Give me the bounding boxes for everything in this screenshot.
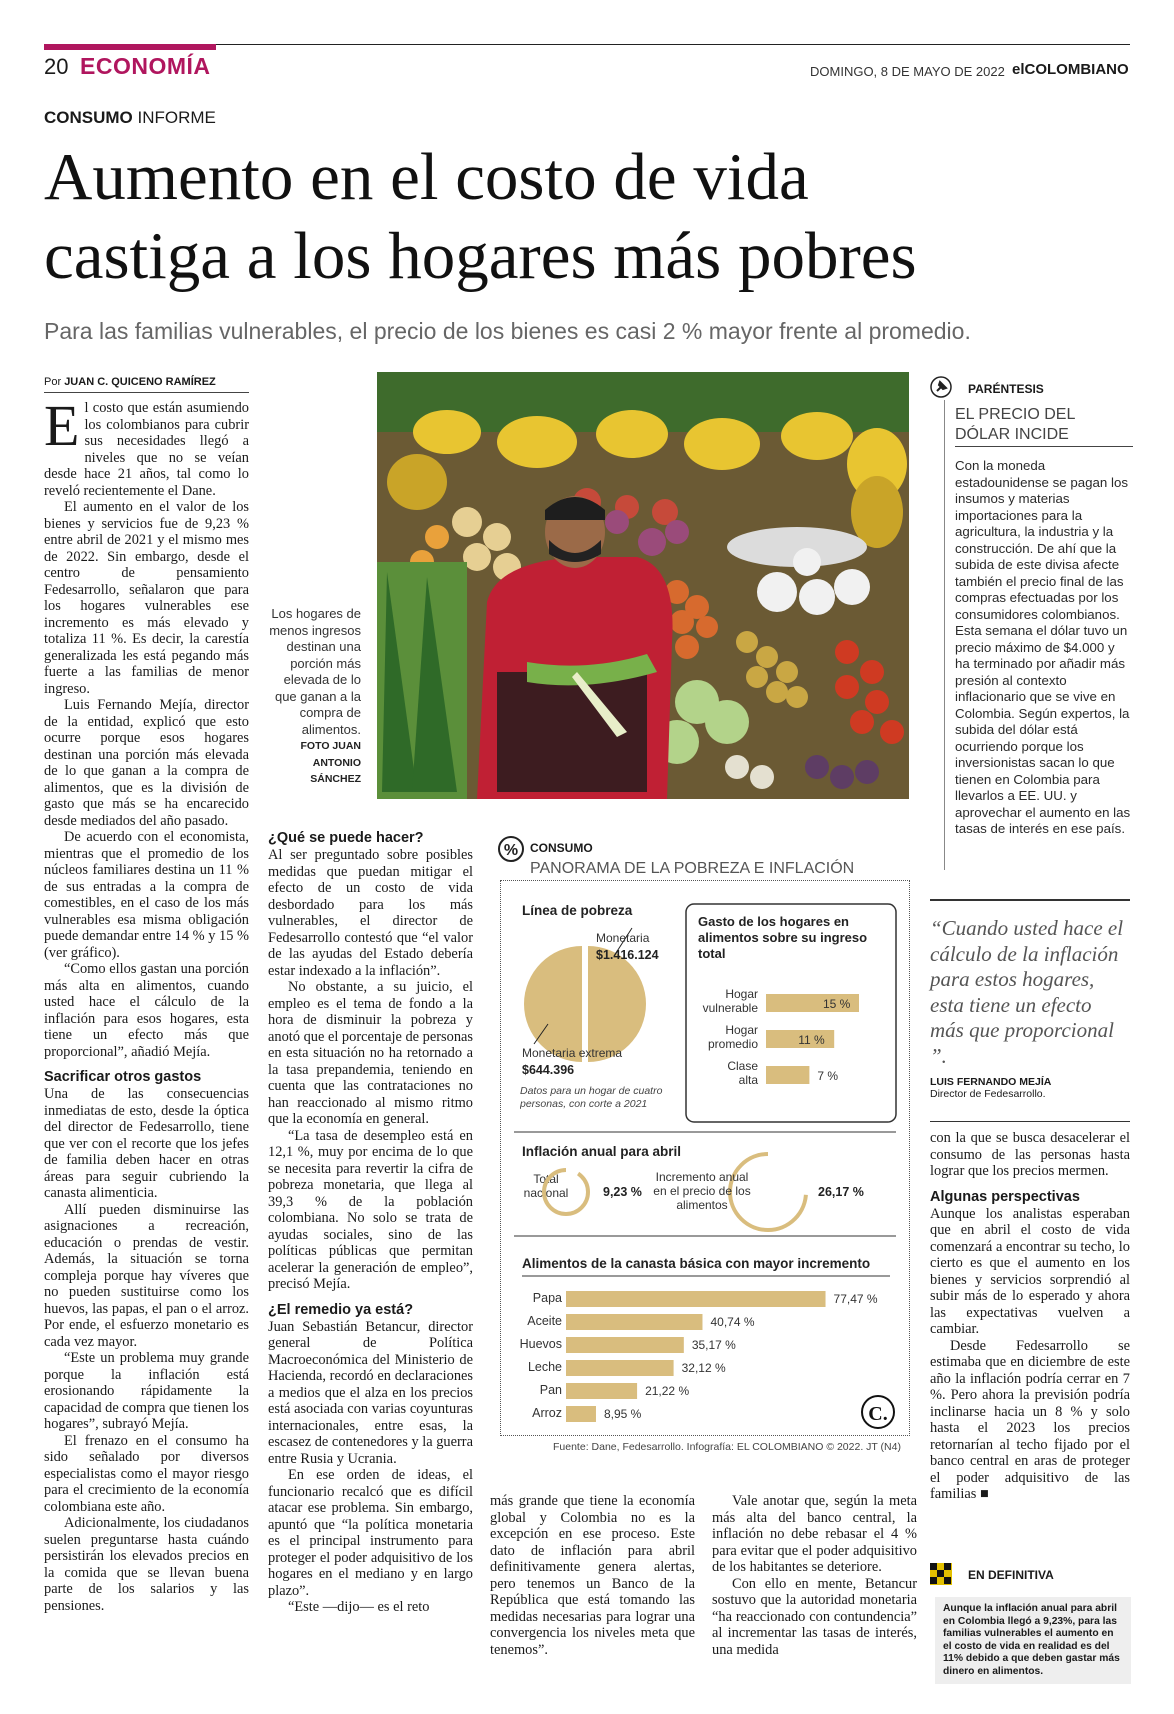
- byline: Por JUAN C. QUICENO RAMÍREZ: [44, 376, 216, 388]
- subhead-que-hacer: ¿Qué se puede hacer?: [268, 830, 424, 846]
- gasto-category-label: alta: [738, 1073, 758, 1087]
- infographic-tag: CONSUMO: [530, 841, 593, 855]
- body-paragraph: Con ello en mente, Betancur sostuvo que la autoridad monetaria “ha reaccionado con contundencia” al incrementar las tasas de interés, una medida: [712, 1575, 917, 1658]
- infographic-title: PANORAMA DE LA POBREZA E INFLACIÓN: [530, 860, 855, 877]
- article-column-1: [44, 393, 249, 1614]
- infographic-chart: [500, 880, 910, 1436]
- date: DOMINGO, 8 DE MAYO DE 2022: [810, 64, 1005, 79]
- gasto-bars: [703, 987, 859, 1087]
- body-paragraph: “Como ellos gastan una porción más alta en alimentos, cuando usted hace el cálculo de la inflación para esos hogares, esta tiene un efecto más que proporcional”, añadió Mejía.: [44, 961, 249, 1060]
- pobreza-note: Datos para un hogar de cuatro personas, con corte a 2021: [520, 1085, 663, 1110]
- canasta-value-label: 32,12 %: [681, 1361, 726, 1375]
- body-paragraph: “Este un problema muy grande porque la inflación está erosionando rápidamente la capacidad de compra que tienen los hogares”, subrayó Mejía.: [44, 1350, 249, 1432]
- sidebar-title: EL PRECIO DEL DÓLAR INCIDE: [955, 406, 1075, 443]
- canasta-bar: [566, 1314, 702, 1330]
- body-paragraph: Aunque los analistas esperaban que en abril el costo de vida comenzará a encontrar su techo, lo cierto es que el aumento en los bienes y servicios sorprendió al subir más de lo esperado y ahora las expectativas vuelven a cambiar.: [930, 1205, 1130, 1337]
- gasto-category-label: Hogar: [725, 987, 758, 1001]
- body-paragraph: No obstante, a su juicio, el empleo es el tema de fondo a la hora de disminuir la pobreza y anotó que el porcentaje de personas en esta situación no ha retornado a la tasa prepandemia, teniendo en cuenta que las contrataciones no han reaccionado al mismo ritmo que la economía en general.: [268, 979, 473, 1127]
- brand: elCOLOMBIANO: [1012, 61, 1129, 78]
- gasto-value-label: 11 %: [798, 1033, 825, 1047]
- body-paragraph: “Este —dijo— es el reto: [288, 1599, 430, 1615]
- body-paragraph: Una de las consecuencias inmediatas de esto, desde la óptica del director de Fedesarrollo, tiene que ver con el recorte que los jefes de familia deben hacer en otras áreas para seguir cubriendo la canasta alimenticia.: [44, 1086, 249, 1201]
- body-paragraph: Al ser preguntado sobre posibles medidas que puedan mitigar el efecto de un costo de vida desbordado para los más vulnerables, el director de Fedesarrollo contestó que “el valor de las ayudas del Estado debería estar indexado a la inflación”.: [268, 847, 473, 979]
- body-paragraph: Vale anotar que, según la meta más alta del banco central, la inflación no debe rebasar el 4 % para evitar que el poder adquisitivo de los habitantes se deteriore.: [712, 1493, 917, 1575]
- body-paragraph: Allí pueden disminuirse las asignaciones a recreación, educación o prendas de vestir. Además, la situación se torna compleja porque hay víveres que no pueden sustituirse como los huevos, las papas, el pan o el arroz. Por ende, el esfuerzo monetario es cada vez mayor.: [44, 1201, 249, 1350]
- canasta-category-label: Papa: [532, 1291, 562, 1305]
- canasta-category-label: Arroz: [532, 1406, 562, 1420]
- article-column-4: [712, 1493, 917, 1658]
- canasta-value-label: 77,47 %: [833, 1292, 878, 1306]
- body-paragraph: “La tasa de desempleo está en 12,1 %, muy por encima de lo que se necesita para revertir la cifra de pobreza monetaria, que llega al 39,3 % de la población colombiana. No solo se trata de ayudas sociales, sino de las políticas públicas que permitan acelerar la generación de empleo”, precisó Mejía.: [268, 1127, 473, 1292]
- body-paragraph: De acuerdo con el economista, mientras que el promedio de los núcleos familiares destina un 11 % de sus entradas a la compra de comestibles, en el caso de los más vulnerables esa misma obligación puede demandar entre 14 % y 15 % (ver gráfico).: [44, 829, 249, 961]
- quote-bottom-rule: [930, 1121, 1130, 1122]
- body-paragraph: más grande que tiene la economía global y Colombia no es la excepción en ese proceso. Este dato de inflación para abril definitivamente genera alertas, pero tenemos un Banco de la República que está tomando las medidas necesarias para lograr una convergencia los niveles meta que tenemos”.: [490, 1493, 695, 1658]
- summary-tag: EN DEFINITIVA: [968, 1568, 1054, 1582]
- gasto-category-label: vulnerable: [702, 1001, 758, 1015]
- gasto-category-label: Hogar: [725, 1023, 758, 1037]
- drop-cap: E: [44, 393, 80, 458]
- inflation-ring-gap: [768, 1154, 806, 1195]
- quote-rule: [930, 899, 1130, 901]
- quote-role: Director de Fedesarrollo.: [930, 1088, 1046, 1100]
- infographic-source: Fuente: Dane, Fedesarrollo. Infografía: EL COLOMBIANO © 2022. JT (N4): [553, 1441, 901, 1453]
- monetaria-value: $1.416.124: [596, 948, 659, 962]
- canasta-category-label: Pan: [539, 1383, 562, 1397]
- body-paragraph: Juan Sebastián Betancur, director general de Política Macroeconómica del Ministerio de Hacienda, recordó en declaraciones a medios que el alza en los precios está asociada con varias coyunturas internacionales, entre esas, la escasez de contenedores y la guerra entre Rusia y Ucrania.: [268, 1318, 473, 1467]
- sidebar-title-rule: [955, 446, 1133, 447]
- canasta-bar: [566, 1383, 637, 1399]
- pin-icon: [930, 376, 952, 398]
- gasto-value-label: 7 %: [817, 1069, 839, 1083]
- total-value: 9,23 %: [603, 1185, 642, 1199]
- extrema-value: $644.396: [522, 1063, 575, 1077]
- sidebar-rule: [944, 400, 945, 870]
- canasta-title: Alimentos de la canasta básica con mayor incremento: [522, 1256, 871, 1271]
- subheadline: Para las familias vulnerables, el precio de los bienes es casi 2 % mayor frente al promedio.: [44, 318, 971, 344]
- sidebar-tag: PARÉNTESIS: [968, 382, 1044, 396]
- body-paragraph: Adicionalmente, los ciudadanos suelen preguntarse hasta cuándo persistirán los elevados precios en la comida que se llevan buena parte de los salarios y las pensiones.: [44, 1515, 249, 1614]
- logo-c-icon: [862, 1396, 894, 1428]
- section-name: ECONOMÍA: [80, 53, 211, 79]
- subhead-remedio: ¿El remedio ya está?: [268, 1301, 414, 1318]
- pie-slice-monetaria: [588, 946, 646, 1062]
- body-paragraph: con la que se busca desacelerar el consumo de las personas hasta lograr que los precios mermen.: [930, 1130, 1130, 1179]
- photo-caption: Los hogares de menos ingresos destinan una porción más elevada de lo que ganan a la compra de alimentos. FOTO JUAN ANTONIO SÁNCHEZ: [268, 606, 361, 788]
- canasta-value-label: 8,95 %: [603, 1407, 642, 1421]
- body-paragraph: En ese orden de ideas, el funcionario recalcó que es difícil atacar ese problema. Sin embargo, apuntó que “la política monetaria es el principal instrumento para proteger el poder adquisitivo de los hogares en el mediano y en largo plazo”.: [268, 1467, 473, 1599]
- canasta-bar: [566, 1360, 674, 1376]
- extrema-label: Monetaria extrema: [522, 1046, 623, 1060]
- body-paragraph: Desde Fedesarrollo se estimaba que en diciembre de este año la inflación podría cerrar en 7 %. Pero ahora la previsión podría inclinarse hacia un 8 % y solo hasta el 2023 los precios retornarían al techo fijado por el banco central en aras de proteger el poder adquisitivo de las familias ■: [930, 1337, 1130, 1502]
- page-number: 20: [44, 54, 69, 79]
- percent-icon: [498, 836, 524, 862]
- canasta-category-label: Leche: [527, 1360, 562, 1374]
- quote-name: LUIS FERNANDO MEJÍA: [930, 1076, 1052, 1088]
- pie-slice-extrema: [524, 946, 582, 1062]
- photo-credit: FOTO JUAN ANTONIO SÁNCHEZ: [300, 740, 361, 785]
- body-paragraph: Luis Fernando Mejía, director de la entidad, explicó que esto ocurre porque esos hogares destinan una porción más elevada de lo que ganan a la compra de alimentos, que es la división de gasto que más se ha encarecido desde mediados del año pasado.: [44, 697, 249, 829]
- subhead-perspectivas: Algunas perspectivas: [930, 1188, 1080, 1205]
- article-column-5: [930, 1130, 1130, 1503]
- summary-text: Aunque la inflación anual para abril en Colombia llegó a 9,23%, para las familias vulnerables el aumento en el costo de vida en realidad es del 11% debido a que deben gastar más dinero en alimentos.: [935, 1597, 1131, 1684]
- gasto-title: Gasto de los hogares en alimentos sobre su ingreso total: [698, 914, 868, 961]
- canasta-value-label: 40,74 %: [710, 1315, 755, 1329]
- checkered-icon: [930, 1563, 952, 1585]
- monetaria-label: Monetaria: [596, 931, 650, 945]
- article-column-2: [268, 830, 473, 1616]
- canasta-bars: [520, 1291, 878, 1422]
- pobreza-title: Línea de pobreza: [522, 903, 633, 918]
- body-paragraph: l costo que están asumiendo los colombianos para cubrir sus necesidades llegó a niveles que no se veían desde hace 21 años, tal como lo reveló recientemente el Dane.: [44, 400, 249, 499]
- gasto-category-label: promedio: [707, 1037, 758, 1051]
- canasta-bar: [566, 1337, 684, 1353]
- body-paragraph: El frenazo en el consumo ha sido señalado por diversos especialistas como el mayor riesgo para el crecimiento de la economía colombiana este año.: [44, 1432, 249, 1515]
- svg-text:C.: C.: [868, 1403, 888, 1425]
- subhead-sacrificar: Sacrificar otros gastos: [44, 1069, 202, 1085]
- canasta-value-label: 21,22 %: [645, 1384, 690, 1398]
- section-bar: [44, 44, 216, 50]
- alim-value: 26,17 %: [818, 1185, 864, 1199]
- sidebar-body: Con la moneda estadounidense se pagan los insumos y materias importaciones para la agricultura, la industria y la construcción. De ahí que la subida de este divisa afecte también el precio final de las compras efectuadas por los consumidores colombianos. Esta semana el dólar tuvo un precio máximo de $4.000 y ha terminado por añadir más presión al contexto inflacionario que se vive en Colombia. Según expertos, la subida del dólar está ocurriendo porque los inversionistas sacan lo que tienen en Colombia para llevarlos a EE. UU. y aprovechar el aumento en las tasas de interés en ese país.: [955, 458, 1131, 836]
- canasta-category-label: Huevos: [519, 1337, 562, 1351]
- gasto-value-label: 15 %: [823, 997, 851, 1011]
- inflacion-title: Inflación anual para abril: [522, 1144, 682, 1159]
- kicker: CONSUMO INFORME: [44, 108, 216, 127]
- canasta-bar: [566, 1406, 596, 1422]
- svg-text:%: %: [503, 842, 519, 859]
- market-photo: [377, 372, 909, 799]
- gasto-bar: [766, 1066, 809, 1084]
- body-paragraph: El aumento en el valor de los bienes y servicios fue de 9,23 % entre abril de 2021 y el mismo mes de 2022. Sin embargo, desde el centro de pensamiento Fedesarrollo, señalaron que para los hogares vulnerables ese incremento es más elevado y totaliza 11 %. Es decir, la carestía generalizada les está pegando más fuerte a las familias de menor ingreso.: [44, 499, 249, 697]
- total-label: Total nacional: [523, 1172, 569, 1200]
- canasta-bar: [566, 1291, 826, 1307]
- canasta-category-label: Aceite: [527, 1314, 562, 1328]
- headline: Aumento en el costo de vida castiga a los hogares más pobres: [44, 140, 917, 293]
- alim-label: Incremento anual en el precio de los alimentos: [653, 1170, 751, 1212]
- gasto-category-label: Clase: [727, 1059, 758, 1073]
- article-column-3: [490, 1493, 695, 1658]
- canasta-value-label: 35,17 %: [691, 1338, 736, 1352]
- pull-quote: “Cuando usted hace el cálculo de la inflación para estos hogares, esta tiene un efecto más que proporcional ”.: [930, 916, 1124, 1068]
